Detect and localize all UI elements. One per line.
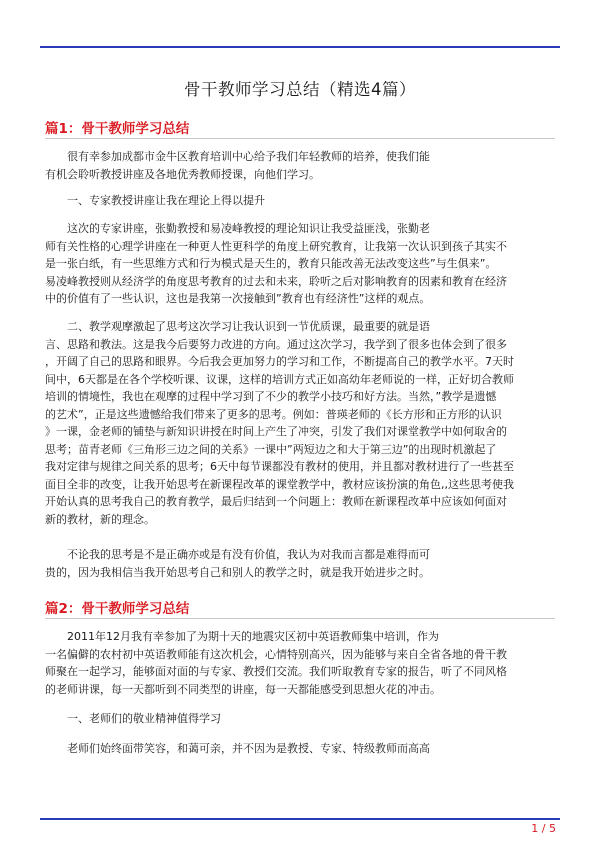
s1-paragraph-1	[45, 148, 557, 183]
s1-paragraph-4	[45, 546, 557, 581]
text-line: 易凌峰教授则从经济学的角度思考教育的过去和未来，聆听之后对影响教育的因素和教育在经济	[45, 274, 507, 288]
text-line: 的艺术”，正是这些遗憾给我们带来了更多的思考。例如：普瑛老师的《长方形和正方形的认识	[45, 407, 502, 421]
section-2-divider	[45, 618, 555, 619]
header-rule	[40, 46, 560, 48]
text-line: 》一课，金老师的铺垫与新知识讲授在时间上产生了冲突，引发了我们对课堂教学中如何取舍的	[45, 425, 507, 438]
s1-paragraph-3	[45, 318, 557, 528]
text-line: 是一张白纸，有一些思维方式和行为模式是天生的，教育只能改善无法改变这些”与生俱来”。	[45, 257, 497, 270]
text-line: 言、思路和教法。这是我今后要努力改进的方向。通过这次学习，我学到了很多也体会到了很多	[45, 337, 507, 351]
section-1-divider	[45, 138, 555, 139]
section-2-heading: 篇2：骨干教师学习总结	[45, 601, 190, 617]
footer-rule	[40, 818, 560, 820]
text-line: 一、老师们的敬业精神值得学习	[67, 712, 221, 725]
text-line: 二、教学观摩激起了思考这次学习让我认识到一节优质课，最重要的就是语	[67, 320, 430, 333]
text-line: 有机会聆听教授讲座及各地优秀教师授课，向他们学习。	[45, 167, 320, 181]
text-line: 的老师讲课，每一天都听到不同类型的讲座，每一天都能感受到思想火花的冲击。	[45, 682, 441, 696]
text-line: 贵的，因为我相信当我开始思考自己和别人的教学之时，就是我开始进步之时。	[45, 565, 430, 579]
document-title: 骨干教师学习总结（精选4篇）	[184, 80, 416, 99]
text-line: 新的教材，新的理念。	[45, 512, 155, 526]
s1-subheading-1	[45, 192, 557, 210]
text-line: 师有关性格的心理学讲座在一种更人性更科学的角度上研究教育，让我第一次认识到孩子其实不	[45, 239, 507, 253]
text-line: 很有幸参加成都市金牛区教育培训中心给予我们年轻教师的培养，使我们能	[67, 150, 430, 163]
text-line: 一名偏僻的农村初中英语教师能有这次机会，心情特别高兴，因为能够与来自全省各地的骨干教	[45, 647, 507, 661]
text-line: 培训的情境性，我也在观摩的过程中学习到了不少的教学小技巧和好方法。当然，”教学是遗憾	[45, 390, 497, 403]
section-1-heading: 篇1：骨干教师学习总结	[45, 121, 190, 137]
text-line: 2011年12月我有幸参加了为期十天的地震灾区初中英语教师集中培训，作为	[67, 630, 439, 643]
text-line: 面目全非的改变，让我开始思考在新课程改革的课堂教学中，教材应该扮演的角色,,这些思考使我	[45, 477, 514, 491]
text-line: 一、专家教授讲座让我在理论上得以提升	[67, 194, 265, 207]
text-line: 思考；苗青老师《三角形三边之间的关系》一课中”两短边之和大于第三边”的出现时机激起了	[45, 442, 497, 456]
s1-paragraph-2	[45, 220, 557, 308]
text-line: ，开阔了自己的思路和眼界。今后我会更加努力的学习和工作，不断提高自己的教学水平。7天时	[45, 355, 514, 368]
s2-paragraph-1	[45, 628, 557, 698]
text-line: 开始认真的思考我自己的教育教学，最后归结到一个问题上：教师在新课程改革中应该如何面对	[45, 495, 507, 508]
s2-paragraph-2	[45, 740, 557, 758]
text-line: 不论我的思考是不是正确亦或是有没有价值，我认为对我而言都是难得而可	[67, 548, 430, 561]
text-line: 师聚在一起学习，能够面对面的与专家、教授们交流。我们听取教育专家的报告，听了不同风格	[45, 665, 507, 678]
text-line: 这次的专家讲座，张勤教授和易凌峰教授的理论知识让我受益匪浅，张勤老	[67, 222, 430, 235]
text-line: 中的价值有了一些认识，这也是我第一次接触到”教育也有经济性”这样的观点。	[45, 292, 431, 305]
text-line: 间中，6天都是在各个学校听课、议课，这样的培训方式正如高幼年老师说的一样，正好切合教师	[45, 372, 514, 386]
s2-subheading-1	[45, 710, 557, 728]
page-number: 1 / 5	[531, 822, 556, 835]
text-line: 老师们始终面带笑容，和蔼可亲，并不因为是教授、专家、特级教师而高高	[67, 742, 430, 755]
text-line: 我对定律与规律之间关系的思考；6天中每节课都没有教材的使用，并且都对教材进行了一些甚至	[45, 460, 514, 473]
